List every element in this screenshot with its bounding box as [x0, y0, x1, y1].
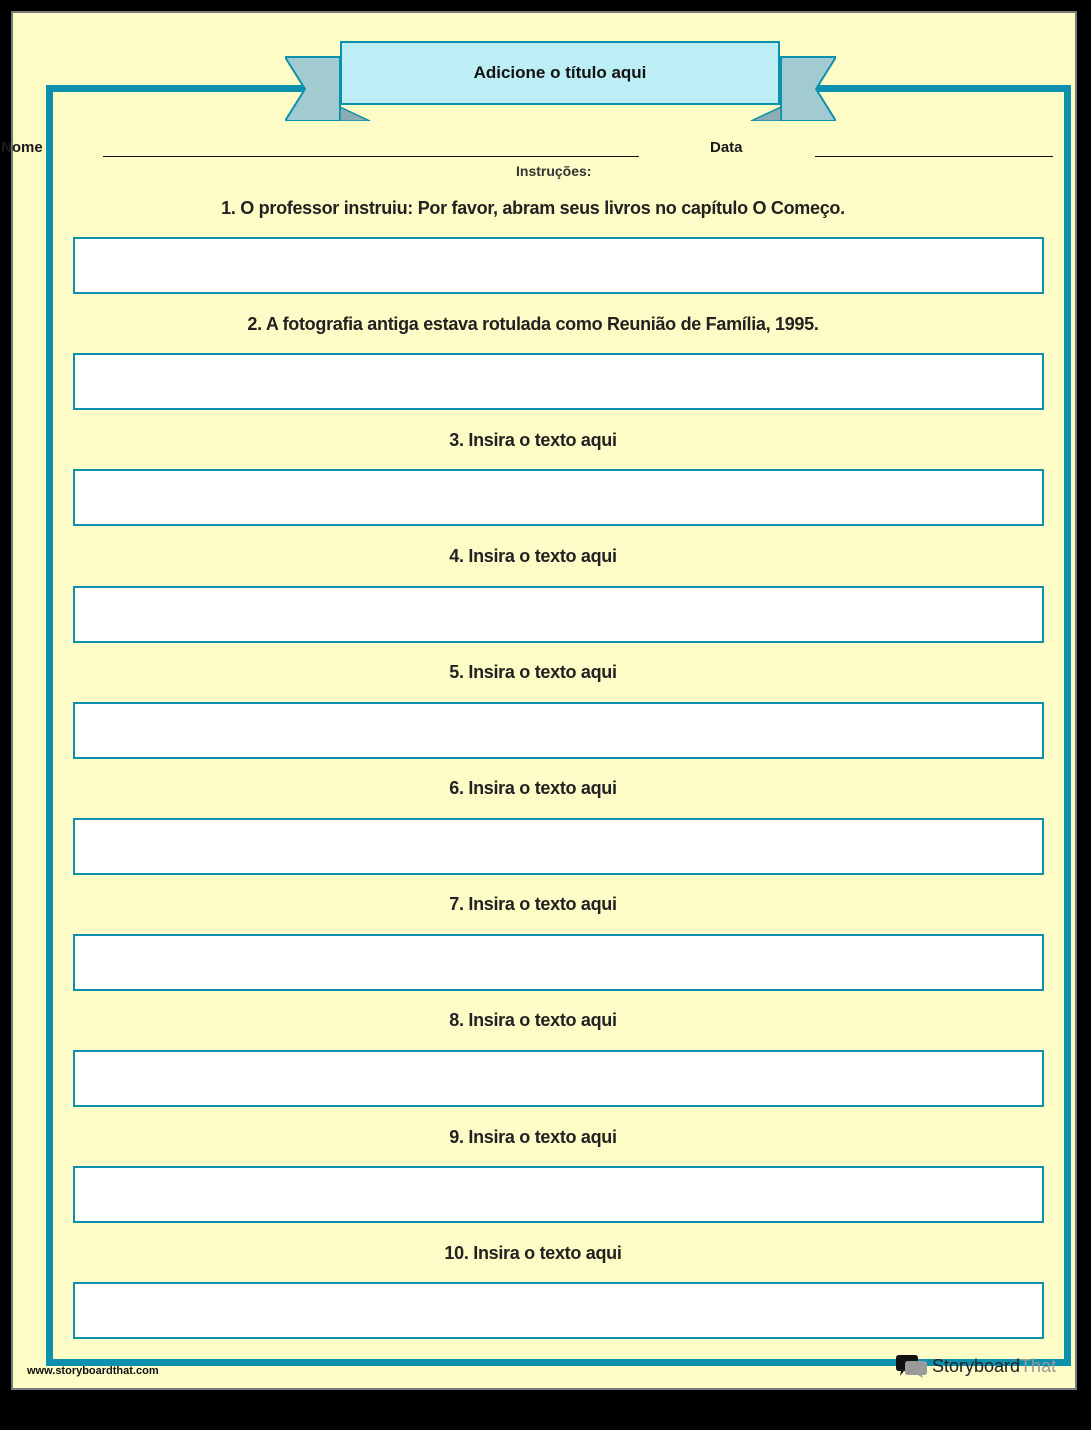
- answer-box-3[interactable]: [73, 469, 1044, 526]
- answer-box-7[interactable]: [73, 934, 1044, 991]
- question-label-10: 10. Insira o texto aqui: [444, 1243, 622, 1263]
- answer-box-8[interactable]: [73, 1050, 1044, 1107]
- answer-box-1[interactable]: [73, 237, 1044, 294]
- question-label-9: 9. Insira o texto aqui: [449, 1127, 617, 1147]
- name-field-line[interactable]: [103, 156, 639, 157]
- worksheet-title[interactable]: Adicione o título aqui: [473, 63, 647, 82]
- question-label-6: 6. Insira o texto aqui: [449, 778, 617, 798]
- answer-box-2[interactable]: [73, 353, 1044, 410]
- answer-box-5[interactable]: [73, 702, 1044, 759]
- question-label-7: 7. Insira o texto aqui: [449, 894, 617, 914]
- question-label-2: 2. A fotografia antiga estava rotulada como Reunião de Família, 1995.: [247, 314, 819, 334]
- question-label-5: 5. Insira o texto aqui: [449, 662, 617, 682]
- date-field-line[interactable]: [815, 156, 1053, 157]
- question-label-4: 4. Insira o texto aqui: [449, 546, 617, 566]
- date-label: Data: [710, 139, 743, 156]
- logo-text-storyboard: Storyboard: [932, 1355, 1021, 1376]
- storyboardthat-logo[interactable]: [896, 1354, 1056, 1378]
- footer-url[interactable]: www.storyboardthat.com: [27, 1365, 159, 1377]
- answer-box-6[interactable]: [73, 818, 1044, 875]
- instructions-label: Instruções:: [516, 163, 592, 179]
- answer-box-4[interactable]: [73, 586, 1044, 643]
- speech-bubbles-icon: [896, 1354, 928, 1378]
- question-label-1: 1. O professor instruiu: Por favor, abram seus livros no capítulo O Começo.: [221, 198, 845, 218]
- worksheet-page: [1, 11, 1077, 1390]
- answer-box-9[interactable]: [73, 1166, 1044, 1223]
- question-label-3: 3. Insira o texto aqui: [449, 430, 617, 450]
- logo-text-that: That: [1020, 1355, 1057, 1376]
- title-banner[interactable]: [340, 41, 780, 105]
- question-label-8: 8. Insira o texto aqui: [449, 1010, 617, 1030]
- answer-box-10[interactable]: [73, 1282, 1044, 1339]
- name-label: Nome: [1, 139, 43, 156]
